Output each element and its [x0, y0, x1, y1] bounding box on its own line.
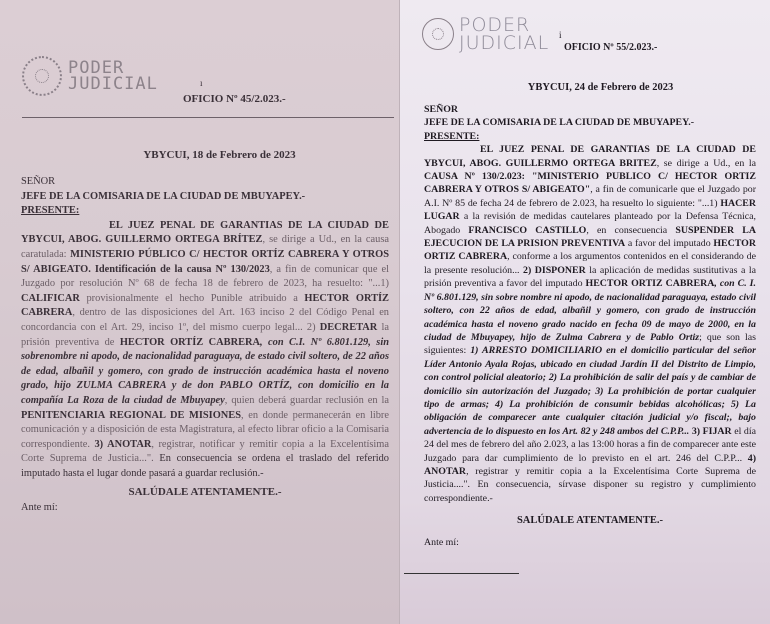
- salutation: SEÑOR: [21, 176, 56, 187]
- closing: SALÚDALE ATENTAMENTE.-: [128, 486, 282, 499]
- ante-mi-label: Ante mí:: [21, 502, 58, 514]
- logo-line-1: PODER: [68, 57, 125, 78]
- recipient: JEFE DE LA COMISARIA DE LA CIUDAD DE MBUYAPEY.-: [21, 190, 306, 202]
- ante-mi-label: Ante mí:: [424, 536, 459, 548]
- signature-line: [404, 573, 519, 574]
- oficio-number: OFICIO Nº 55/2.023.-: [564, 42, 658, 53]
- poder-judicial-logo: [422, 14, 550, 55]
- document-oficio-55: [399, 0, 770, 624]
- presente-label: PRESENTE:: [424, 130, 480, 142]
- seal-icon: [22, 56, 62, 96]
- recipient: JEFE DE LA COMISARIA DE LA CIUDAD DE MBUYAPEY.-: [424, 117, 695, 129]
- salutation: SEÑOR: [424, 104, 459, 115]
- document-date: YBYCUI, 18 de Febrero de 2023: [143, 149, 296, 161]
- logo-line-2: JUDICIAL: [459, 32, 550, 55]
- poder-judicial-logo: [22, 56, 158, 96]
- tick-mark: i: [559, 30, 562, 40]
- header-divider: [22, 117, 394, 118]
- tick-mark: ı: [200, 78, 203, 88]
- document-date: YBYCUI, 24 de Febrero de 2023: [527, 82, 674, 93]
- body-paragraph: EL JUEZ PENAL DE GARANTIAS DE LA CIUDAD DE YBYCUI, ABOG. GUILLERMO ORTEGA BRÍTEZ, se dirige a Ud., en la causa caratulada: MINISTERIO PÚBLICO C/ HECTOR ORTÍZ CABRERA Y OTROS S/ ABIGEATO. Identificación de la causa Nº 130/2023, a fin de comunicar que el Juzgado por resolución Nº 68 de fecha 18 de febrero de 2023, ha resuelto: "...1) CALIFICAR provisionalmente el hecho Punible atribuido a HECTOR ORTÍZ CABRERA, dentro de las disposiciones del Art. 163 inciso 2 del Código Penal en concordancia con el Art. 29, inciso 1º, del mismo cuerpo legal... 2) DECRETAR la prisión preventiva de HECTOR ORTÍZ CABRERA, con C.I. Nº 6.801.129, sin sobrenombre ni apodo, de nacionalidad paraguaya, de estado civil soltero, de 22 años de edad, albañil y gomero, con grado de instrucción académica hasta el noveno grado, hijo ZULMA CABRERA y de don PABLO ORTÍZ, con domicilio en la compañía La Roza de la ciudad de Mbuyapey, quien deberá guardar reclusión en la PENITENCIARIA REGIONAL DE MISIONES, en donde permanecerán en libre comunicación y a disposición de esta Magistratura, al efecto librar oficio a la Comisaria correspondiente. 3) ANOTAR, registrar, notificar y remitir copia a la Excelentísima Corte Suprema de Justicia...". En consecuencia se ordena el traslado del referido imputado hasta el lugar donde pasará a guardar reclusión.-: [21, 219, 390, 479]
- seal-icon: [422, 18, 454, 50]
- logo-line-2: JUDICIAL: [68, 74, 158, 94]
- body-paragraph: EL JUEZ PENAL DE GARANTIAS DE LA CIUDAD DE YBYCUI, ABOG. GUILLERMO ORTEGA BRITEZ, se dirige a Ud., en la CAUSA Nº 130/2.023: "MINISTERIO PUBLICO C/ HECTOR ORTIZ CABRERA Y OTROS S/ ABIGEATO", a fin de comunicarle que el Juzgado por A.I. Nº 85 de fecha 24 de febrero de 2.023, ha resuelto lo siguiente: "...1) HACER LUGAR a la revisión de medidas cautelares planteado por la Defensa Técnica, Abogado FRANCISCO CASTILLO, en consecuencia SUSPENDER LA EJECUCION DE LA PRISION PREVENTIVA a favor del imputado HECTOR ORTIZ CABRERA, conforme a los argumentos contenidos en el considerando de la presente resolución... 2) DISPONER la aplicación de medidas sustitutivas a la prisión preventiva a favor del imputado HECTOR ORTIZ CABRERA, con C. I. Nº 6.801.129, sin sobre nombre ni apodo, de nacionalidad paraguaya, estado civil soltero, con 22 años de edad, albañil y gomero, con grado de instrucción académica hasta el noveno grado nacido en fecha 09 de mayo de 2000, en la ciudad de Mbuyapey, hijo de Zulma Cabrera y de Pablo Ortiz; que son las siguientes: 1) ARRESTO DOMICILIARIO en el domicilio particular del señor Líder Antonio Ayala Rojas, ubicado en ciudad Jardín II del Distrito de Limpio, con control policial aleatorio; 2) La prohibición de salir del país y de cambiar de domicilio sin autorización del Juzgado; 3) La prohibición de portar cualquier tipo de armas; 4) La prohibición de consumir bebidas alcohólicas; 5) La obligación de comparecer ante cualquier citación judicial y/o fiscal;, bajo advertencia de lo dispuesto en los Art. 82 y 248 ambos del C.P.P... 3) FIJAR el día 24 del mes de febrero del año 2.023, a las 13:00 horas a fin de comparecer ante este Juzgado para dar cumplimiento de lo previsto en el art. 246 del C.P.P... 4) ANOTAR, registrar y remitir copia a la Excelentísima Corte Suprema de Justicia....". En consecuencia, sírvase disponer su registro y cumplimiento correspondiente.-: [424, 144, 757, 504]
- closing: SALÚDALE ATENTAMENTE.-: [516, 515, 664, 527]
- logo-line-1: PODER: [459, 14, 531, 36]
- presente-label: PRESENTE:: [21, 205, 80, 217]
- oficio-number: OFICIO Nº 45/2.023.-: [183, 93, 286, 105]
